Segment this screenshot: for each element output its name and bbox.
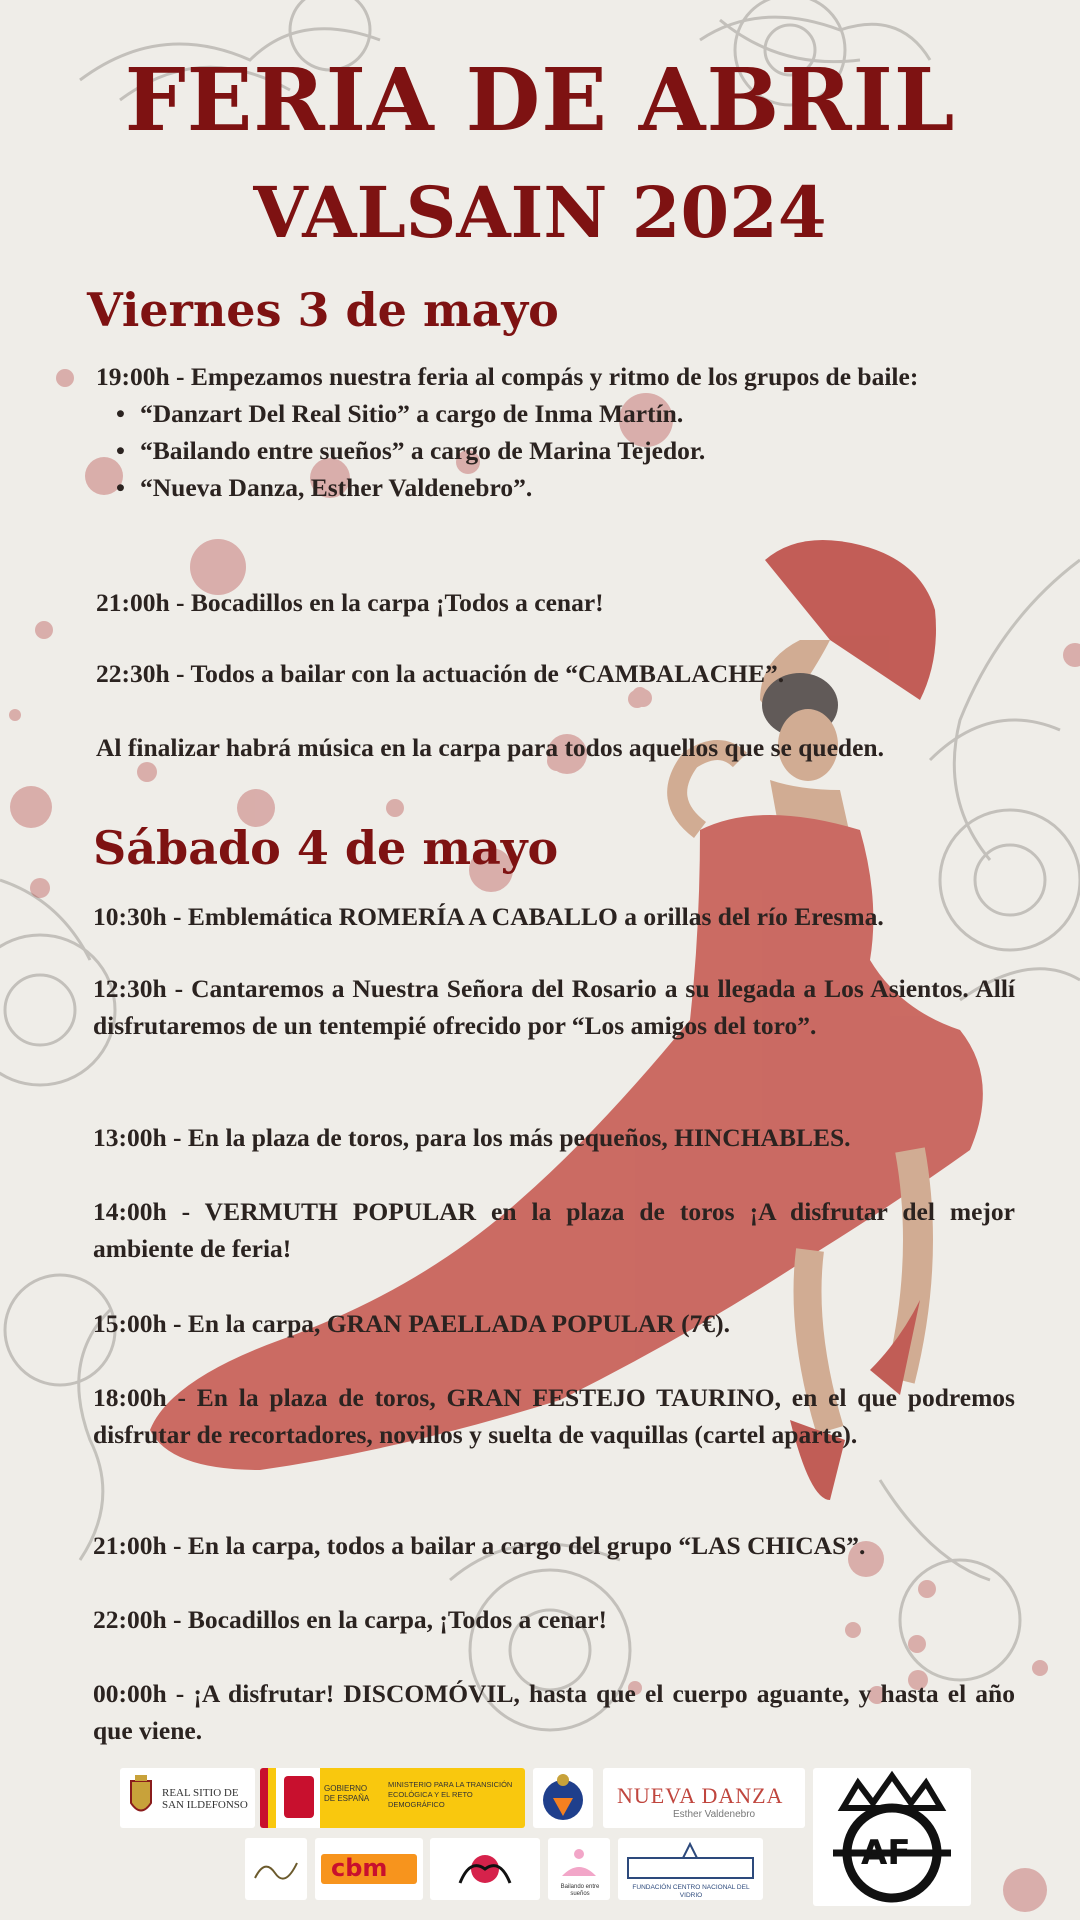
schedule-item: 21:00h - Bocadillos en la carpa ¡Todos a cenar!	[96, 588, 604, 617]
ministerio-text: MINISTERIO PARA LA TRANSICIÓN ECOLÓGICA Y EL RETO DEMOGRÁFICO	[388, 1780, 513, 1809]
flag-stripe	[260, 1768, 268, 1828]
afe-logo	[813, 1768, 971, 1906]
list-item: • “Bailando entre sueños” a cargo de Marina Tejedor.	[140, 432, 986, 469]
poster-subtitle: VALSAIN 2024	[253, 171, 827, 254]
bailando-text: Bailando entre sueños	[560, 1884, 600, 1897]
flag-stripe	[268, 1768, 276, 1828]
friday-schedule	[96, 358, 986, 506]
schedule-item: 10:30h - Emblemática ROMERÍA A CABALLO a orillas del río Eresma.	[93, 902, 884, 931]
schedule-item: 22:00h - Bocadillos en la carpa, ¡Todos a cenar!	[93, 1605, 608, 1634]
gobierno-text: GOBIERNO DE ESPAÑA	[324, 1784, 370, 1803]
list-item: • “Nueva Danza, Esther Valdenebro”.	[140, 469, 986, 506]
schedule-item: 15:00h - En la carpa, GRAN PAELLADA POPULAR (7€).	[93, 1309, 731, 1338]
dance-groups-list	[96, 395, 986, 506]
friday-intro: 19:00h - Empezamos nuestra feria al compás y ritmo de los grupos de baile:	[96, 362, 919, 391]
cbm-text: cbm	[331, 1854, 388, 1882]
coat-of-arms-icon	[284, 1776, 314, 1818]
real-sitio-text: REAL SITIO DE	[162, 1787, 239, 1799]
friday-heading: Viernes 3 de mayo	[87, 283, 559, 337]
coat-of-arms-icon	[126, 1773, 156, 1823]
palace-building-icon	[618, 1838, 763, 1883]
nueva-danza-text: NUEVA DANZA	[617, 1783, 784, 1808]
schedule-item: 00:00h - ¡A disfrutar! DISCOMÓVIL, hasta que el cuerpo aguante, y hasta el año que viene.	[93, 1679, 1015, 1745]
gobierno-ministerio-logo	[260, 1768, 525, 1828]
afe-text: AF	[861, 1833, 911, 1873]
saturday-heading: Sábado 4 de mayo	[93, 821, 559, 875]
grana-toro-logo	[245, 1838, 307, 1900]
fundacion-text: FUNDACIÓN CENTRO NACIONAL DEL VIDRIO	[632, 1884, 750, 1899]
san-ildefonso-text: SAN ILDEFONSO	[162, 1799, 248, 1811]
danzart-logo	[430, 1838, 540, 1900]
script-logo-icon	[245, 1838, 307, 1900]
proteccion-civil-logo	[533, 1768, 593, 1828]
bailando-entre-suenos-logo	[548, 1838, 610, 1900]
dancer-flower-icon	[430, 1838, 540, 1900]
schedule-item: 12:30h - Cantaremos a Nuestra Señora del Rosario a su llegada a Los Asientos. Allí disfrutaremos de un tentempié ofrecido por “Los amigos del toro”.	[93, 974, 1015, 1040]
cbm-logo	[315, 1838, 423, 1900]
schedule-item: 13:00h - En la plaza de toros, para los más pequeños, HINCHABLES.	[93, 1123, 851, 1152]
list-item: • “Danzart Del Real Sitio” a cargo de Inma Martín.	[140, 395, 986, 432]
schedule-item: 14:00h - VERMUTH POPULAR en la plaza de toros ¡A disfrutar del mejor ambiente de feria!	[93, 1197, 1015, 1263]
poster-title: FERIA DE ABRIL	[124, 50, 956, 151]
civil-protection-emblem-icon	[533, 1768, 593, 1828]
schedule-item: 22:30h - Todos a bailar con la actuación de “CAMBALACHE”.	[96, 659, 785, 688]
real-sitio-logo	[120, 1768, 255, 1828]
schedule-item: 18:00h - En la plaza de toros, GRAN FESTEJO TAURINO, en el que podremos disfrutar de recortadores, novillos y suelta de vaquillas (cartel aparte).	[93, 1383, 1015, 1449]
fundacion-vidrio-logo	[618, 1838, 763, 1900]
nueva-danza-subtitle: Esther Valdenebro	[673, 1809, 756, 1820]
schedule-item: 21:00h - En la carpa, todos a bailar a cargo del grupo “LAS CHICAS”.	[93, 1531, 866, 1560]
nueva-danza-logo	[603, 1768, 805, 1828]
schedule-item: Al finalizar habrá música en la carpa para todos aquellos que se queden.	[96, 733, 884, 762]
